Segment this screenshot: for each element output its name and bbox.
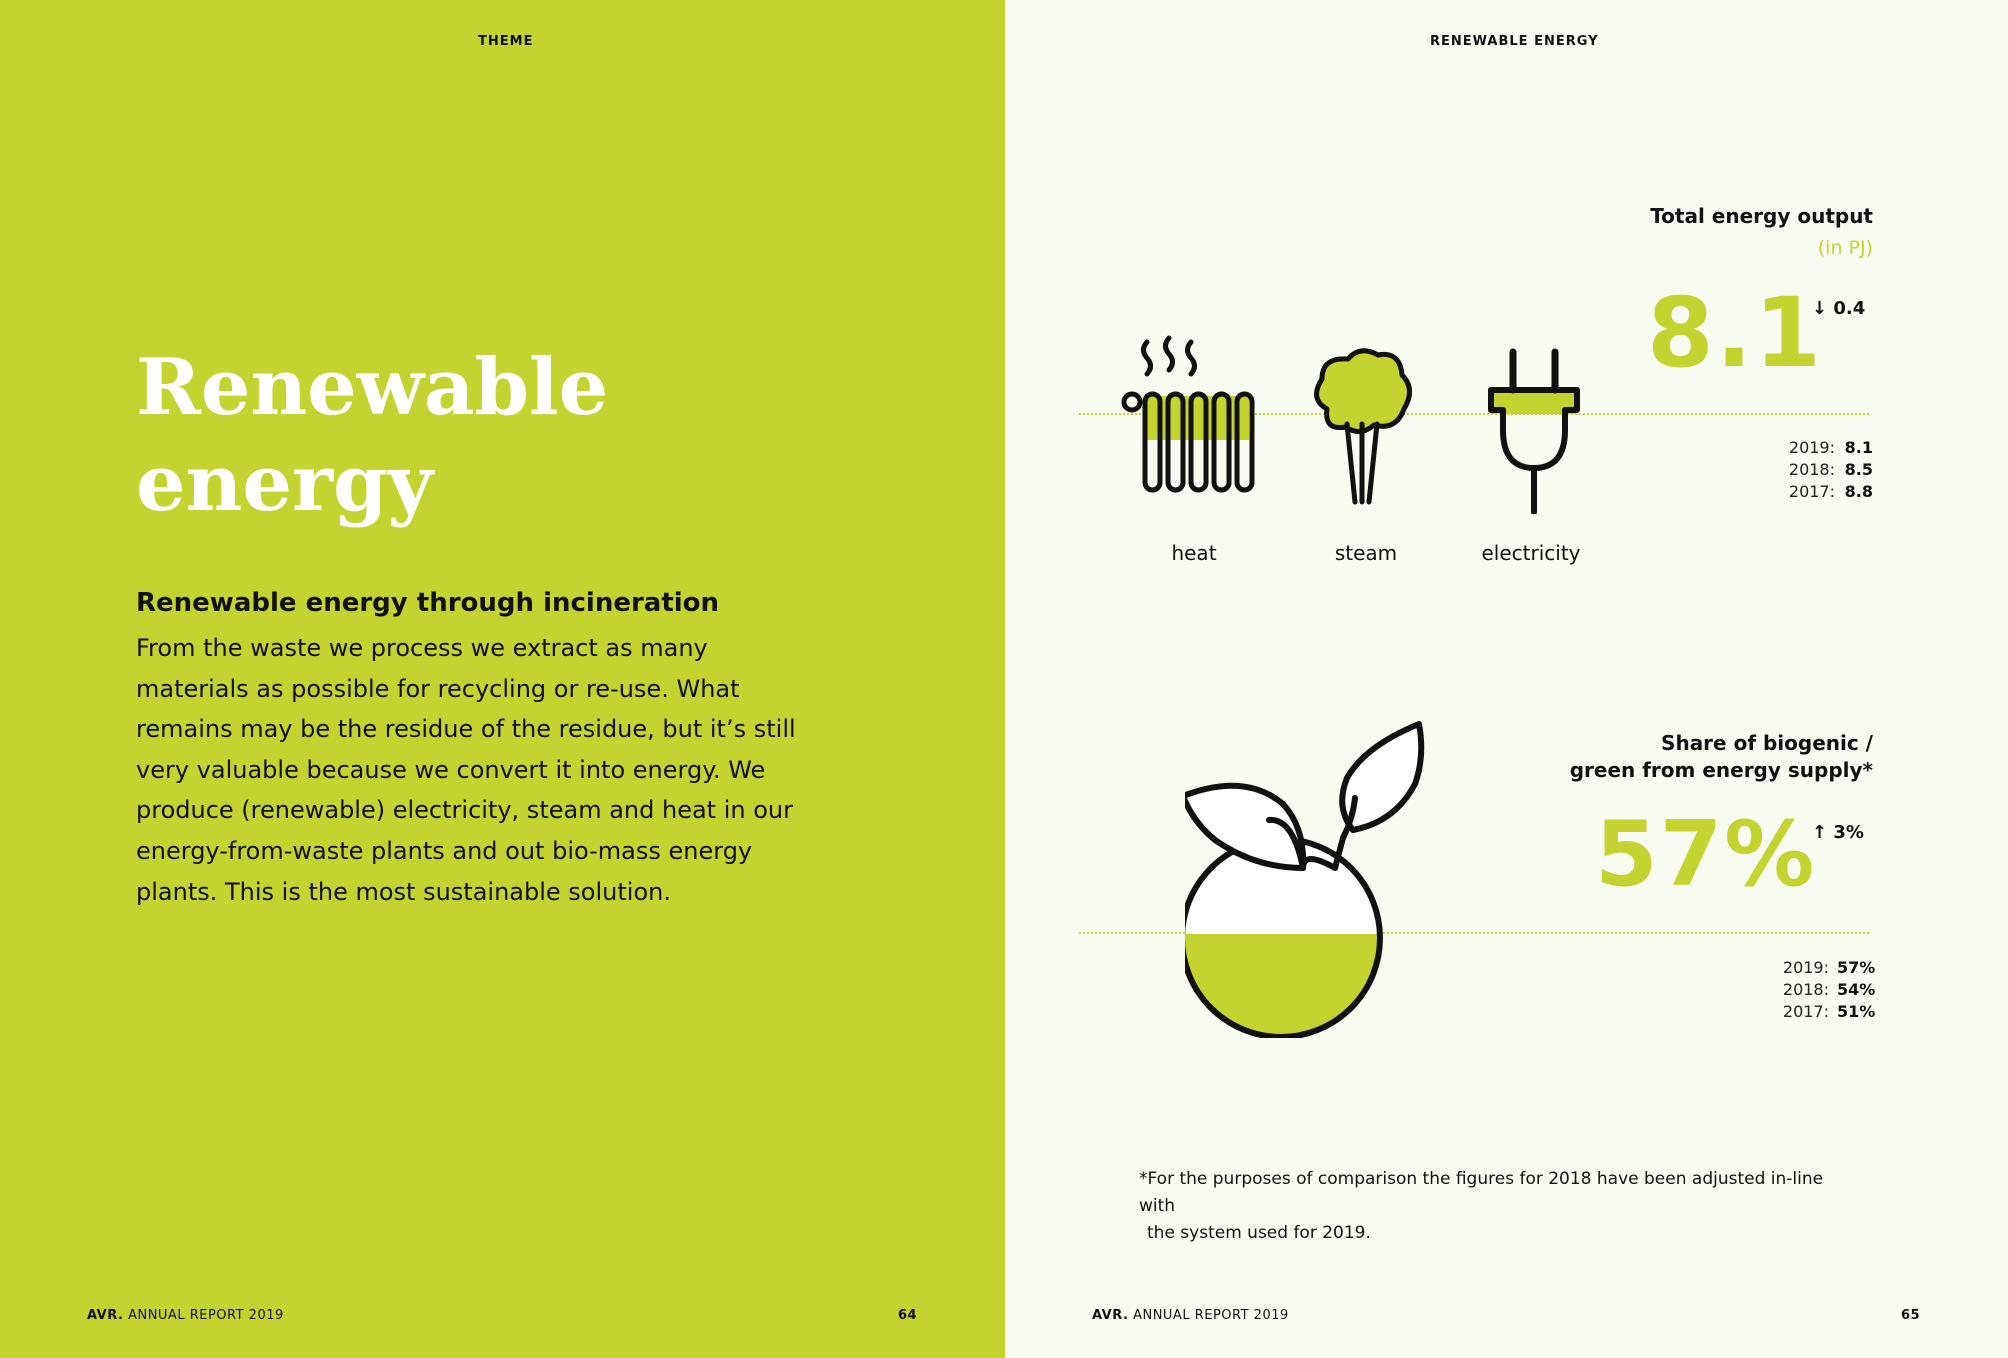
history-row: 2017: 8.8 [1788, 482, 1873, 501]
biogenic-title-line-2: green from energy supply* [1569, 758, 1873, 782]
right-page [1005, 0, 2008, 1358]
energy-stat-unit: (in PJ) [1817, 237, 1873, 259]
footer-report-name: ANNUAL REPORT 2019 [1133, 1308, 1289, 1323]
energy-stat-delta: ↓ 0.4 [1812, 298, 1866, 319]
footer-brand [87, 1308, 284, 1323]
icon-label-steam: steam [1334, 541, 1398, 565]
page-title [136, 340, 736, 532]
energy-stat-value: 8.1 [1647, 277, 1824, 389]
steam-cloud-icon [1307, 344, 1417, 508]
energy-stat-title: Total energy output [1650, 204, 1873, 228]
biogenic-history [1782, 957, 1876, 1023]
page-number: 64 [898, 1308, 918, 1323]
running-head: RENEWABLE ENERGY [1430, 34, 1599, 49]
footnote [1139, 1166, 1859, 1247]
history-row: 2019: 57% [1782, 958, 1876, 977]
biogenic-stat-title [1570, 730, 1873, 784]
brand-mark: AVR. [87, 1308, 124, 1323]
biogenic-stat-delta: ↑ 3% [1812, 822, 1864, 843]
footnote-line-2: the system used for 2019. [1147, 1223, 1371, 1243]
title-line-2: energy [136, 438, 433, 529]
page-number: 65 [1901, 1308, 1921, 1323]
section-subheading: Renewable energy through incineration [136, 588, 720, 618]
body-paragraph: From the waste we process we extract as many materials as possible for recycling or re-use. What remains may be the residue of the residue, but it’s still very valuable because we convert it into energy. We produce (renewable) electricity, steam and heat in our energy-from-waste plants and out bio-mass energy plants. This is the most sustainable solution. [136, 634, 796, 906]
energy-history [1789, 437, 1873, 503]
leaf-fruit-icon [1185, 718, 1455, 1038]
history-row: 2018: 8.5 [1788, 460, 1873, 479]
brand-mark: AVR. [1092, 1308, 1129, 1323]
running-head: THEME [478, 34, 534, 49]
icon-label-electricity: electricity [1481, 541, 1581, 565]
history-row: 2017: 51% [1782, 1002, 1876, 1021]
plug-icon [1485, 344, 1585, 514]
title-line-1: Renewable [136, 342, 609, 433]
icon-label-heat: heat [1171, 541, 1217, 565]
footer-brand [1092, 1308, 1289, 1323]
biogenic-stat-value: 57% [1595, 802, 1817, 907]
radiator-icon [1117, 334, 1267, 504]
footer-report-name: ANNUAL REPORT 2019 [128, 1308, 284, 1323]
history-row: 2018: 54% [1782, 980, 1876, 999]
history-row: 2019: 8.1 [1788, 438, 1873, 457]
footnote-line-1: *For the purposes of comparison the figures for 2018 have been adjusted in-line with [1139, 1169, 1824, 1216]
biogenic-title-line-1: Share of biogenic / [1661, 731, 1873, 755]
